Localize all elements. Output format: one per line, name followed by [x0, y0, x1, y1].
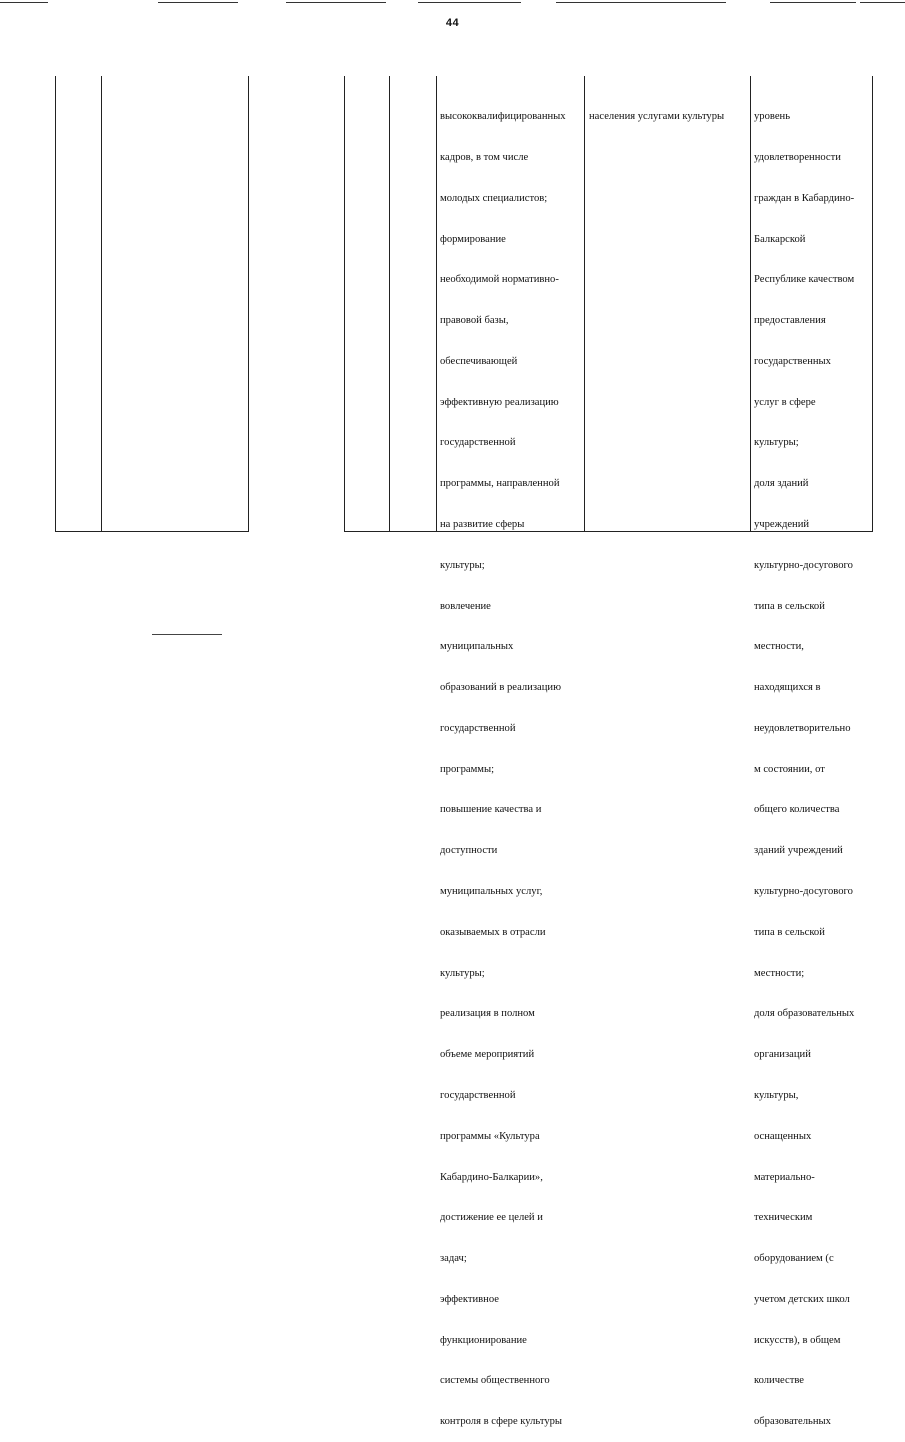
cell-line: эффективное	[440, 1293, 499, 1305]
table-column-divider	[750, 76, 751, 532]
top-rule	[158, 2, 238, 3]
cell-line: системы общественного	[440, 1375, 550, 1387]
page-number: 44	[445, 17, 460, 29]
cell-line: эффективную реализацию	[440, 396, 559, 408]
table-column-divider	[101, 76, 102, 532]
cell-line: задач;	[440, 1253, 467, 1265]
cell-line: культуры;	[440, 967, 485, 979]
table-column-divider	[344, 76, 345, 532]
table-column-divider	[584, 76, 585, 532]
table-column-divider	[389, 76, 390, 532]
top-rule	[770, 2, 856, 3]
cell-line: удовлетворенности	[754, 151, 841, 163]
table-bottom-border	[55, 531, 249, 532]
cell-line: государственной	[440, 1089, 516, 1101]
results-cell	[589, 83, 724, 137]
cell-line: реализация в полном	[440, 1008, 535, 1020]
cell-line: местности;	[754, 967, 805, 979]
cell-line: Кабардино-Балкарии»,	[440, 1171, 543, 1183]
cell-line: образований в реализацию	[440, 682, 561, 694]
cell-line: находящихся в	[754, 682, 821, 694]
table-border-right	[872, 76, 873, 532]
cell-line: общего количества	[754, 804, 840, 816]
cell-line: обеспечивающей	[440, 355, 518, 367]
cell-line: услуг в сфере	[754, 396, 816, 408]
bottom-rule	[152, 634, 222, 635]
cell-line: вовлечение	[440, 600, 491, 612]
cell-line: правовой базы,	[440, 315, 509, 327]
cell-line: уровень	[754, 111, 791, 123]
cell-line: населения услугами культуры	[589, 111, 725, 123]
cell-line: м состоянии, от	[754, 763, 825, 775]
cell-line: культурно-досугового	[754, 886, 853, 898]
cell-line: доля образовательных	[754, 1008, 855, 1020]
top-rule	[556, 2, 726, 3]
top-rule	[418, 2, 521, 3]
cell-line: контроля в сфере культуры	[440, 1416, 563, 1428]
cell-line: достижение ее целей и	[440, 1212, 543, 1224]
cell-line: искусств), в общем	[754, 1334, 841, 1346]
cell-line: учреждений	[754, 519, 810, 530]
cell-line: необходимой нормативно-	[440, 274, 559, 286]
tasks-cell	[440, 83, 566, 1442]
cell-line: государственной	[440, 437, 516, 449]
cell-line: программы, направленной	[440, 478, 560, 490]
table-border-left	[55, 76, 56, 532]
cell-line: местности,	[754, 641, 804, 653]
cell-line: кадров, в том числе	[440, 151, 529, 163]
top-rule	[0, 2, 48, 3]
cell-line: программы;	[440, 763, 495, 775]
cell-line: Балкарской	[754, 233, 806, 245]
cell-line: Республике качеством	[754, 274, 855, 286]
cell-line: доступности	[440, 845, 498, 857]
cell-line: функционирование	[440, 1334, 527, 1346]
cell-line: муниципальных услуг,	[440, 886, 543, 898]
cell-line: зданий учреждений	[754, 845, 843, 857]
cell-line: культуры;	[440, 559, 485, 571]
cell-line: культуры;	[754, 437, 799, 449]
cell-line: культурно-досугового	[754, 559, 853, 571]
cell-line: организаций	[754, 1049, 811, 1061]
cell-line: культуры,	[754, 1089, 799, 1101]
table-column-divider	[248, 76, 249, 532]
cell-line: учетом детских школ	[754, 1293, 850, 1305]
cell-line: оборудованием (с	[754, 1253, 834, 1265]
top-rule	[286, 2, 386, 3]
cell-line: техническим	[754, 1212, 813, 1224]
cell-line: материально-	[754, 1171, 815, 1183]
cell-line: формирование	[440, 233, 506, 245]
cell-line: повышение качества и	[440, 804, 542, 816]
cell-line: неудовлетворительно	[754, 722, 851, 734]
indicators-cell	[754, 83, 854, 1442]
cell-line: на развитие сферы	[440, 519, 525, 530]
cell-line: типа в сельской	[754, 600, 825, 612]
table-column-divider	[436, 76, 437, 532]
cell-line: предоставления	[754, 315, 826, 327]
cell-line: высококвалифицированных	[440, 111, 566, 123]
cell-line: муниципальных	[440, 641, 514, 653]
cell-line: программы «Культура	[440, 1130, 540, 1142]
cell-line: количестве	[754, 1375, 804, 1387]
cell-line: оснащенных	[754, 1130, 812, 1142]
cell-line: доля зданий	[754, 478, 809, 490]
cell-line: граждан в Кабардино-	[754, 192, 855, 204]
cell-line: оказываемых в отрасли	[440, 926, 546, 938]
cell-line: типа в сельской	[754, 926, 825, 938]
cell-line: объеме мероприятий	[440, 1049, 535, 1061]
cell-line: образовательных	[754, 1416, 831, 1428]
cell-line: государственной	[440, 722, 516, 734]
top-rule	[860, 2, 905, 3]
cell-line: молодых специалистов;	[440, 192, 548, 204]
cell-line: государственных	[754, 355, 831, 367]
